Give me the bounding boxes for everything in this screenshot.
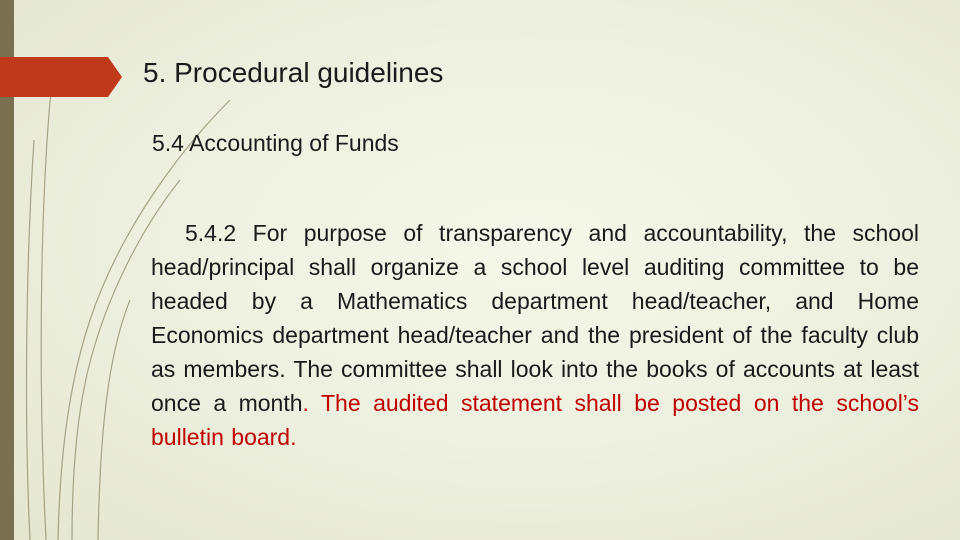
paragraph-highlight-text: . The audited statement shall be posted on the school’s bulletin board. [151,390,919,450]
body-paragraph [151,216,919,454]
section-subtitle: 5.4 Accounting of Funds [152,130,399,156]
slide-title: 5. Procedural guidelines [143,57,444,88]
paragraph-text: 5.4.2 For purpose of transparency and accountability, the school head/principal shall organize a school level auditing committee to be headed by a Mathematics department head/teacher, and Home Economics department head/teacher and the president of the faculty club as members. The committee shall look into the books of accounts at least once a month [151,220,919,416]
title-accent-arrow [0,57,122,97]
